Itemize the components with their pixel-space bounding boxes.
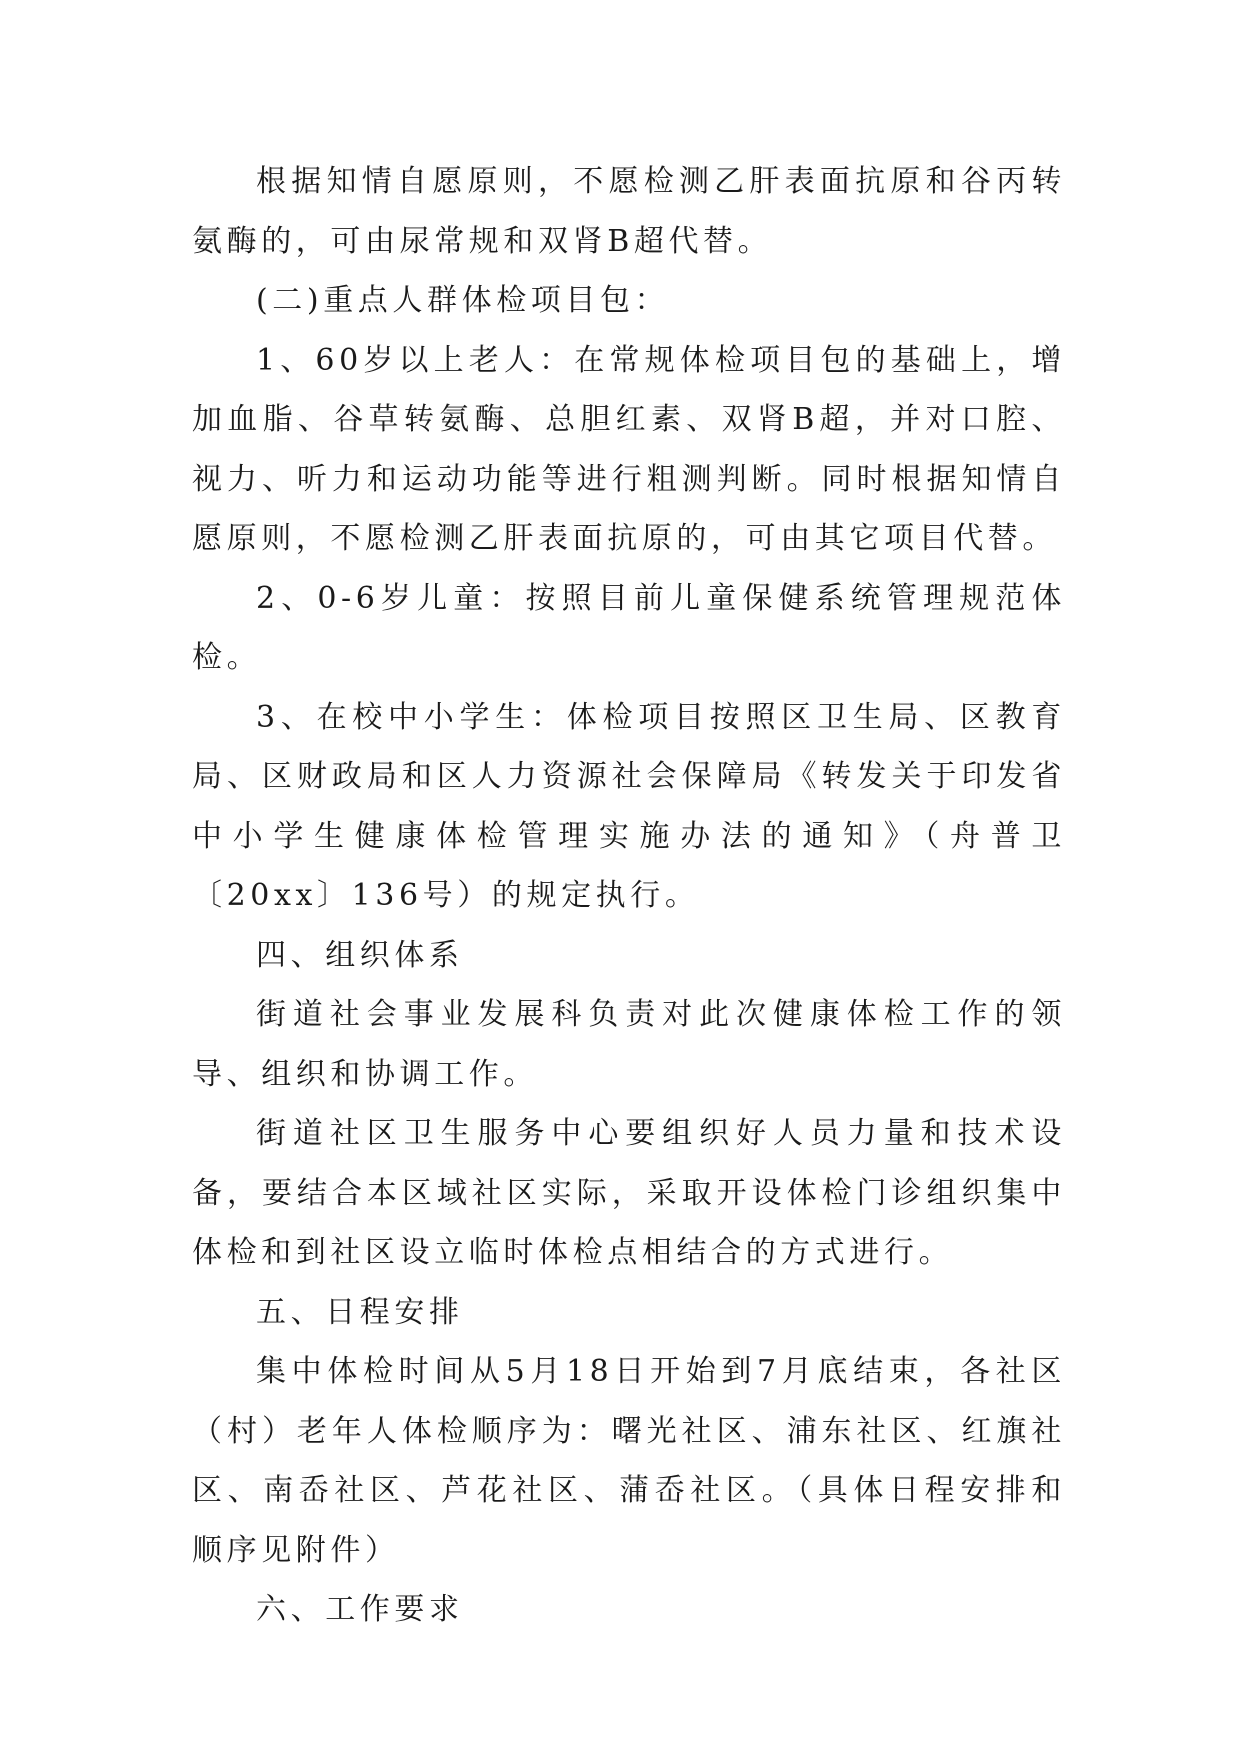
paragraph-elderly: 1、60岁以上老人：在常规体检项目包的基础上，增加血脂、谷草转氨酶、总胆红素、双肾B超，并对口腔、视力、听力和运动功能等进行粗测判断。同时根据知情自愿原则，不愿检测乙肝表面抗原的，可由其它项目代替。 xyxy=(192,342,1066,556)
paragraph-organization-lead: 街道社会事业发展科负责对此次健康体检工作的领导、组织和协调工作。 xyxy=(192,997,1066,1092)
paragraph-students: 3、在校中小学生：体检项目按照区卫生局、区教育局、区财政局和区人力资源社会保障局《转发关于印发省中小学生健康体检管理实施办法的通知》（舟普卫〔20xx〕136号）的规定执行。 xyxy=(192,699,1066,913)
paragraph-schedule: 集中体检时间从5月18日开始到7月底结束，各社区（村）老年人体检顺序为：曙光社区、浦东社区、红旗社区、南岙社区、芦花社区、蒲岙社区。（具体日程安排和顺序见附件） xyxy=(192,1354,1066,1568)
section-heading-organization: 四、组织体系 xyxy=(256,937,464,973)
paragraph-children: 2、0-6岁儿童：按照目前儿童保健系统管理规范体检。 xyxy=(192,580,1066,675)
section-heading-schedule: 五、日程安排 xyxy=(256,1294,464,1330)
section-heading-requirements: 六、工作要求 xyxy=(256,1592,464,1627)
subheading-key-groups: (二)重点人群体检项目包： xyxy=(256,283,670,318)
paragraph-health-center: 街道社区卫生服务中心要组织好人员力量和技术设备，要结合本区域社区实际，采取开设体检门诊组织集中体检和到社区设立临时体检点相结合的方式进行。 xyxy=(192,1116,1066,1270)
paragraph-consent-note: 根据知情自愿原则，不愿检测乙肝表面抗原和谷丙转氨酶的，可由尿常规和双肾B超代替。 xyxy=(192,164,1066,259)
document-page xyxy=(192,152,1066,1640)
